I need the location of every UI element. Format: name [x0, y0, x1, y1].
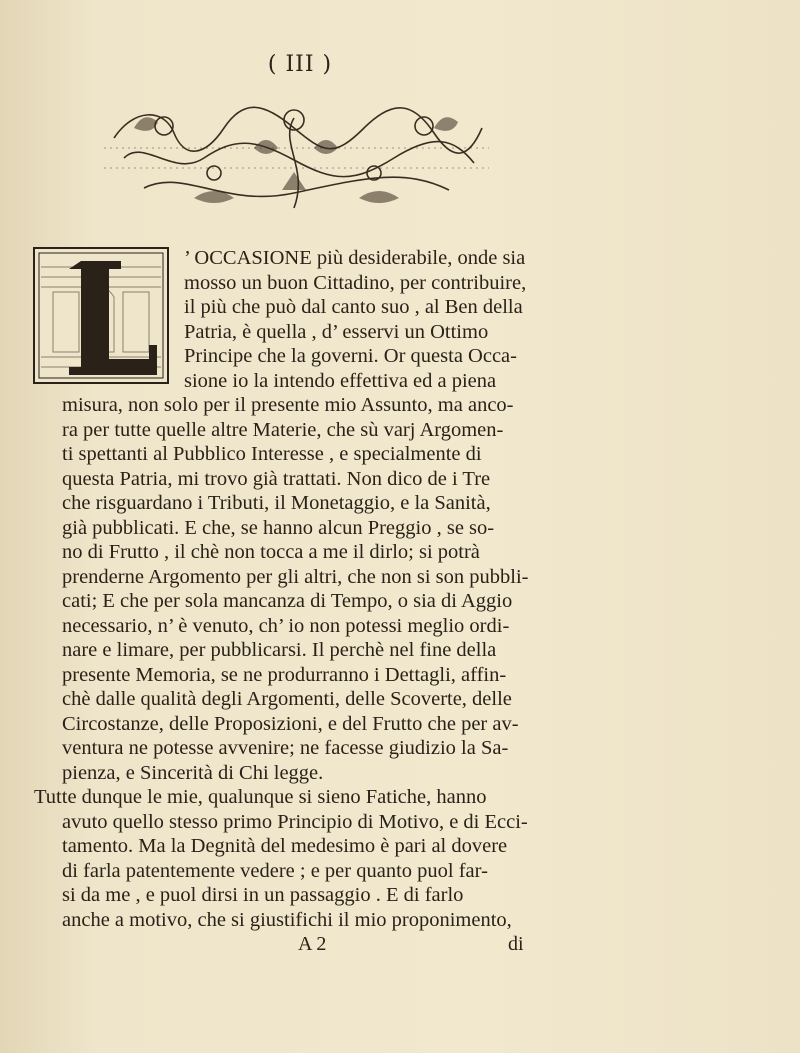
catchword: di: [508, 933, 524, 955]
text-line: anche a motivo, che si giustifichi il mio proponimento,: [62, 909, 512, 931]
text-line: misura, non solo per il presente mio Assunto, ma anco-: [62, 394, 514, 416]
text-line: questa Patria, mi trovo già trattati. Non dico de i Tre: [62, 468, 491, 490]
text-line: Patria, è quella , d’ esservi un Ottimo: [184, 321, 489, 343]
signature-mark: A 2: [298, 933, 327, 955]
text-line: di farla patentemente vedere ; e per quanto puol far-: [62, 860, 488, 882]
text-line: ’ OCCASIONE più desiderabile, onde sia: [184, 247, 526, 269]
text-line: no di Frutto , il chè non tocca a me il dirlo; si potrà: [62, 541, 480, 563]
text-line: che risguardano i Tributi, il Monetaggio, e la Sanità,: [62, 492, 491, 514]
text-line: presente Memoria, se ne produrranno i Dettagli, affin-: [62, 664, 507, 686]
text-line: pienza, e Sincerità di Chi legge.: [62, 762, 324, 784]
text-line: Principe che la governi. Or questa Occa-: [184, 345, 517, 367]
text-line: già pubblicati. E che, se hanno alcun Preggio , se so-: [62, 517, 495, 539]
text-line: cati; E che per sola mancanza di Tempo, o sia di Aggio: [62, 590, 513, 612]
text-line: ventura ne potesse avvenire; ne facesse giudizio la Sa-: [62, 737, 509, 759]
decorative-headpiece: [104, 98, 489, 218]
text-line: mosso un buon Cittadino, per contribuire,: [184, 272, 527, 294]
text-line: prenderne Argomento per gli altri, che non si son pubbli-: [62, 566, 529, 588]
text-line: nare e limare, per pubblicarsi. Il perchè nel fine della: [62, 639, 497, 661]
text-line: necessario, n’ è venuto, ch’ io non potessi meglio ordi-: [62, 615, 510, 637]
text-line: chè dalle qualità degli Argomenti, delle Scoverte, delle: [62, 688, 512, 710]
text-line: il più che può dal canto suo , al Ben della: [184, 296, 523, 318]
text-line: ra per tutte quelle altre Materie, che sù varj Argomen-: [62, 419, 504, 441]
text-line: ti spettanti al Pubblico Interesse , e specialmente di: [62, 443, 482, 465]
text-line: si da me , e puol dirsi in un passaggio . E di farlo: [62, 884, 464, 906]
text-line: Tutte dunque le mie, qualunque si sieno Fatiche, hanno: [34, 786, 487, 808]
drop-cap-initial-l-icon: [33, 247, 169, 384]
text-line: tamento. Ma la Degnità del medesimo è pari al dovere: [62, 835, 508, 857]
page-number: ( III ): [267, 52, 333, 77]
text-line: sione io la intendo effettiva ed a piena: [184, 370, 497, 392]
text-line: Circostanze, delle Proposizioni, e del Frutto che per av-: [62, 713, 519, 735]
text-line: avuto quello stesso primo Principio di Motivo, e di Ecci-: [62, 811, 528, 833]
